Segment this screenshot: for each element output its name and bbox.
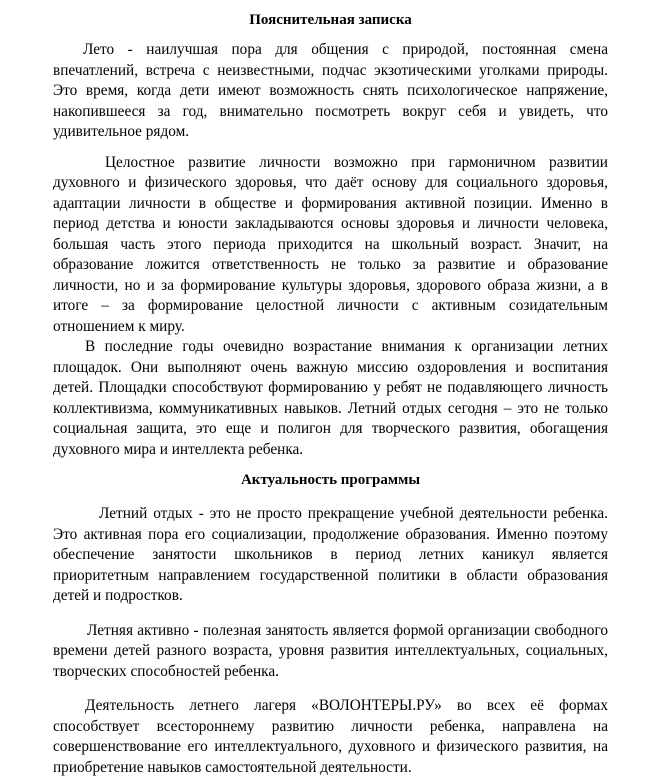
section-paragraph-2: Летняя активно - полезная занятость является формой организации свободного времени детей разного возраста, уровня развития интеллектуальных, социальных, творческих способностей ребенка. (53, 621, 608, 680)
intro-paragraph-3: В последние годы очевидно возрастание внимания к организации летних площадок. Они выполняют очень важную миссию оздоровления и воспитания детей. Площадки способствуют формированию у ребят не подавляющего личность коллективизма, коммуникативных навыков. Летний отдых сегодня – это не только социальная защита, это еще и полигон для творческого развития, обогащения духовного мира и интеллекта ребенка. (53, 338, 608, 458)
section-title: Актуальность программы (240, 472, 421, 488)
intro-paragraph-2: Целостное развитие личности возможно при гармоничном развитии духовного и физического здоровья, что даёт основу для социального здоровья, адаптации личности в обществе и формирования активной позиции. Именно в период детства и юности закладываются основы здоровья и личности человека, большая часть этого периода приходится на школьный возраст. Значит, на образование ложится ответственность не только за развитие и образование личности, но и за формирование культуры здоровья, здорового образа жизни, а в итоге – за формирование целостной личности с активным созидательным отношением к миру. (53, 153, 608, 335)
section-paragraph-3: Деятельность летнего лагеря «ВОЛОНТЕРЫ.РУ» во всех её формах способствует всестороннему развитию личности ребенка, направлена на совершенствование его интеллектуального, духовного и физического развития, на приобретение навыков самостоятельной деятельности. (53, 697, 608, 776)
intro-paragraph-1: Лето - наилучшая пора для общения с природой, постоянная смена впечатлений, встреча с неизвестными, подчас экзотическими уголками природы. Это время, когда дети имеют возможность снять психологическое напряжение, накопившееся за год, внимательно посмотреть вокруг себя и увидеть, что удивительное рядом. (53, 41, 608, 140)
section-paragraph-1: Летний отдых - это не просто прекращение учебной деятельности ребенка. Это активная пора его социализации, продолжение образования. Именно поэтому обеспечение занятости школьников в период летних каникул является приоритетным направлением государственной политики в области образования детей и подростков. (53, 505, 608, 604)
document-title: Пояснительная записка (249, 12, 412, 28)
